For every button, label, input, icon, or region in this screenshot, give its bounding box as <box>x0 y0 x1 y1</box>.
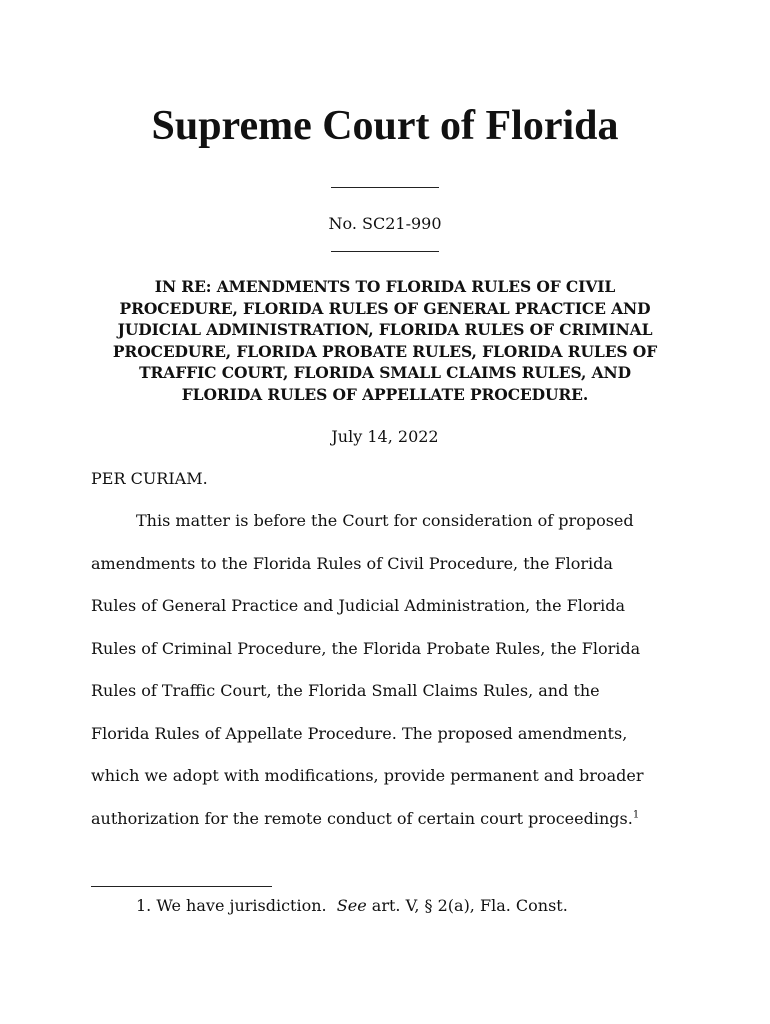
per-curiam: PER CURIAM. <box>91 469 208 488</box>
body-line: This matter is before the Court for consideration of proposed <box>136 511 634 530</box>
case-number: No. SC21-990 <box>328 214 442 233</box>
caption-line: PROCEDURE, FLORIDA PROBATE RULES, FLORIDA RULES OF <box>112 341 658 361</box>
footnote-signal: See <box>336 896 367 915</box>
separator-line-bottom <box>331 251 439 252</box>
separator-line-top <box>331 187 439 188</box>
body-line: Florida Rules of Appellate Procedure. The proposed amendments, <box>91 724 628 743</box>
footnote-reference[interactable]: 1 <box>632 809 640 821</box>
body-line: which we adopt with modifications, provide permanent and broader <box>91 766 644 785</box>
case-caption <box>80 276 690 405</box>
footnote-citation: art. V, § 2(a), Fla. Const. <box>371 896 568 915</box>
body-line: Rules of Traffic Court, the Florida Small Claims Rules, and the <box>91 681 600 700</box>
footnote-separator <box>91 886 272 887</box>
body-line: Rules of General Practice and Judicial Administration, the Florida <box>91 596 626 615</box>
court-title: Supreme Court of Florida <box>151 103 619 149</box>
footnote-text: We have jurisdiction. <box>156 896 327 915</box>
footnote <box>136 895 568 917</box>
caption-line: PROCEDURE, FLORIDA RULES OF GENERAL PRACTICE AND <box>119 298 651 318</box>
footnote-number: 1. <box>136 896 152 915</box>
body-line-last <box>91 808 639 830</box>
caption-line: IN RE: AMENDMENTS TO FLORIDA RULES OF CIVIL <box>154 277 616 296</box>
body-line: Rules of Criminal Procedure, the Florida Probate Rules, the Florida <box>91 639 641 658</box>
body-line: amendments to the Florida Rules of Civil Procedure, the Florida <box>91 554 613 573</box>
caption-line: JUDICIAL ADMINISTRATION, FLORIDA RULES OF CRIMINAL <box>117 320 653 339</box>
caption-line: TRAFFIC COURT, FLORIDA SMALL CLAIMS RULES, AND <box>139 363 631 382</box>
body-line-text: authorization for the remote conduct of certain court proceedings. <box>91 809 633 828</box>
decision-date: July 14, 2022 <box>331 427 439 446</box>
caption-line: FLORIDA RULES OF APPELLATE PROCEDURE. <box>181 384 589 404</box>
